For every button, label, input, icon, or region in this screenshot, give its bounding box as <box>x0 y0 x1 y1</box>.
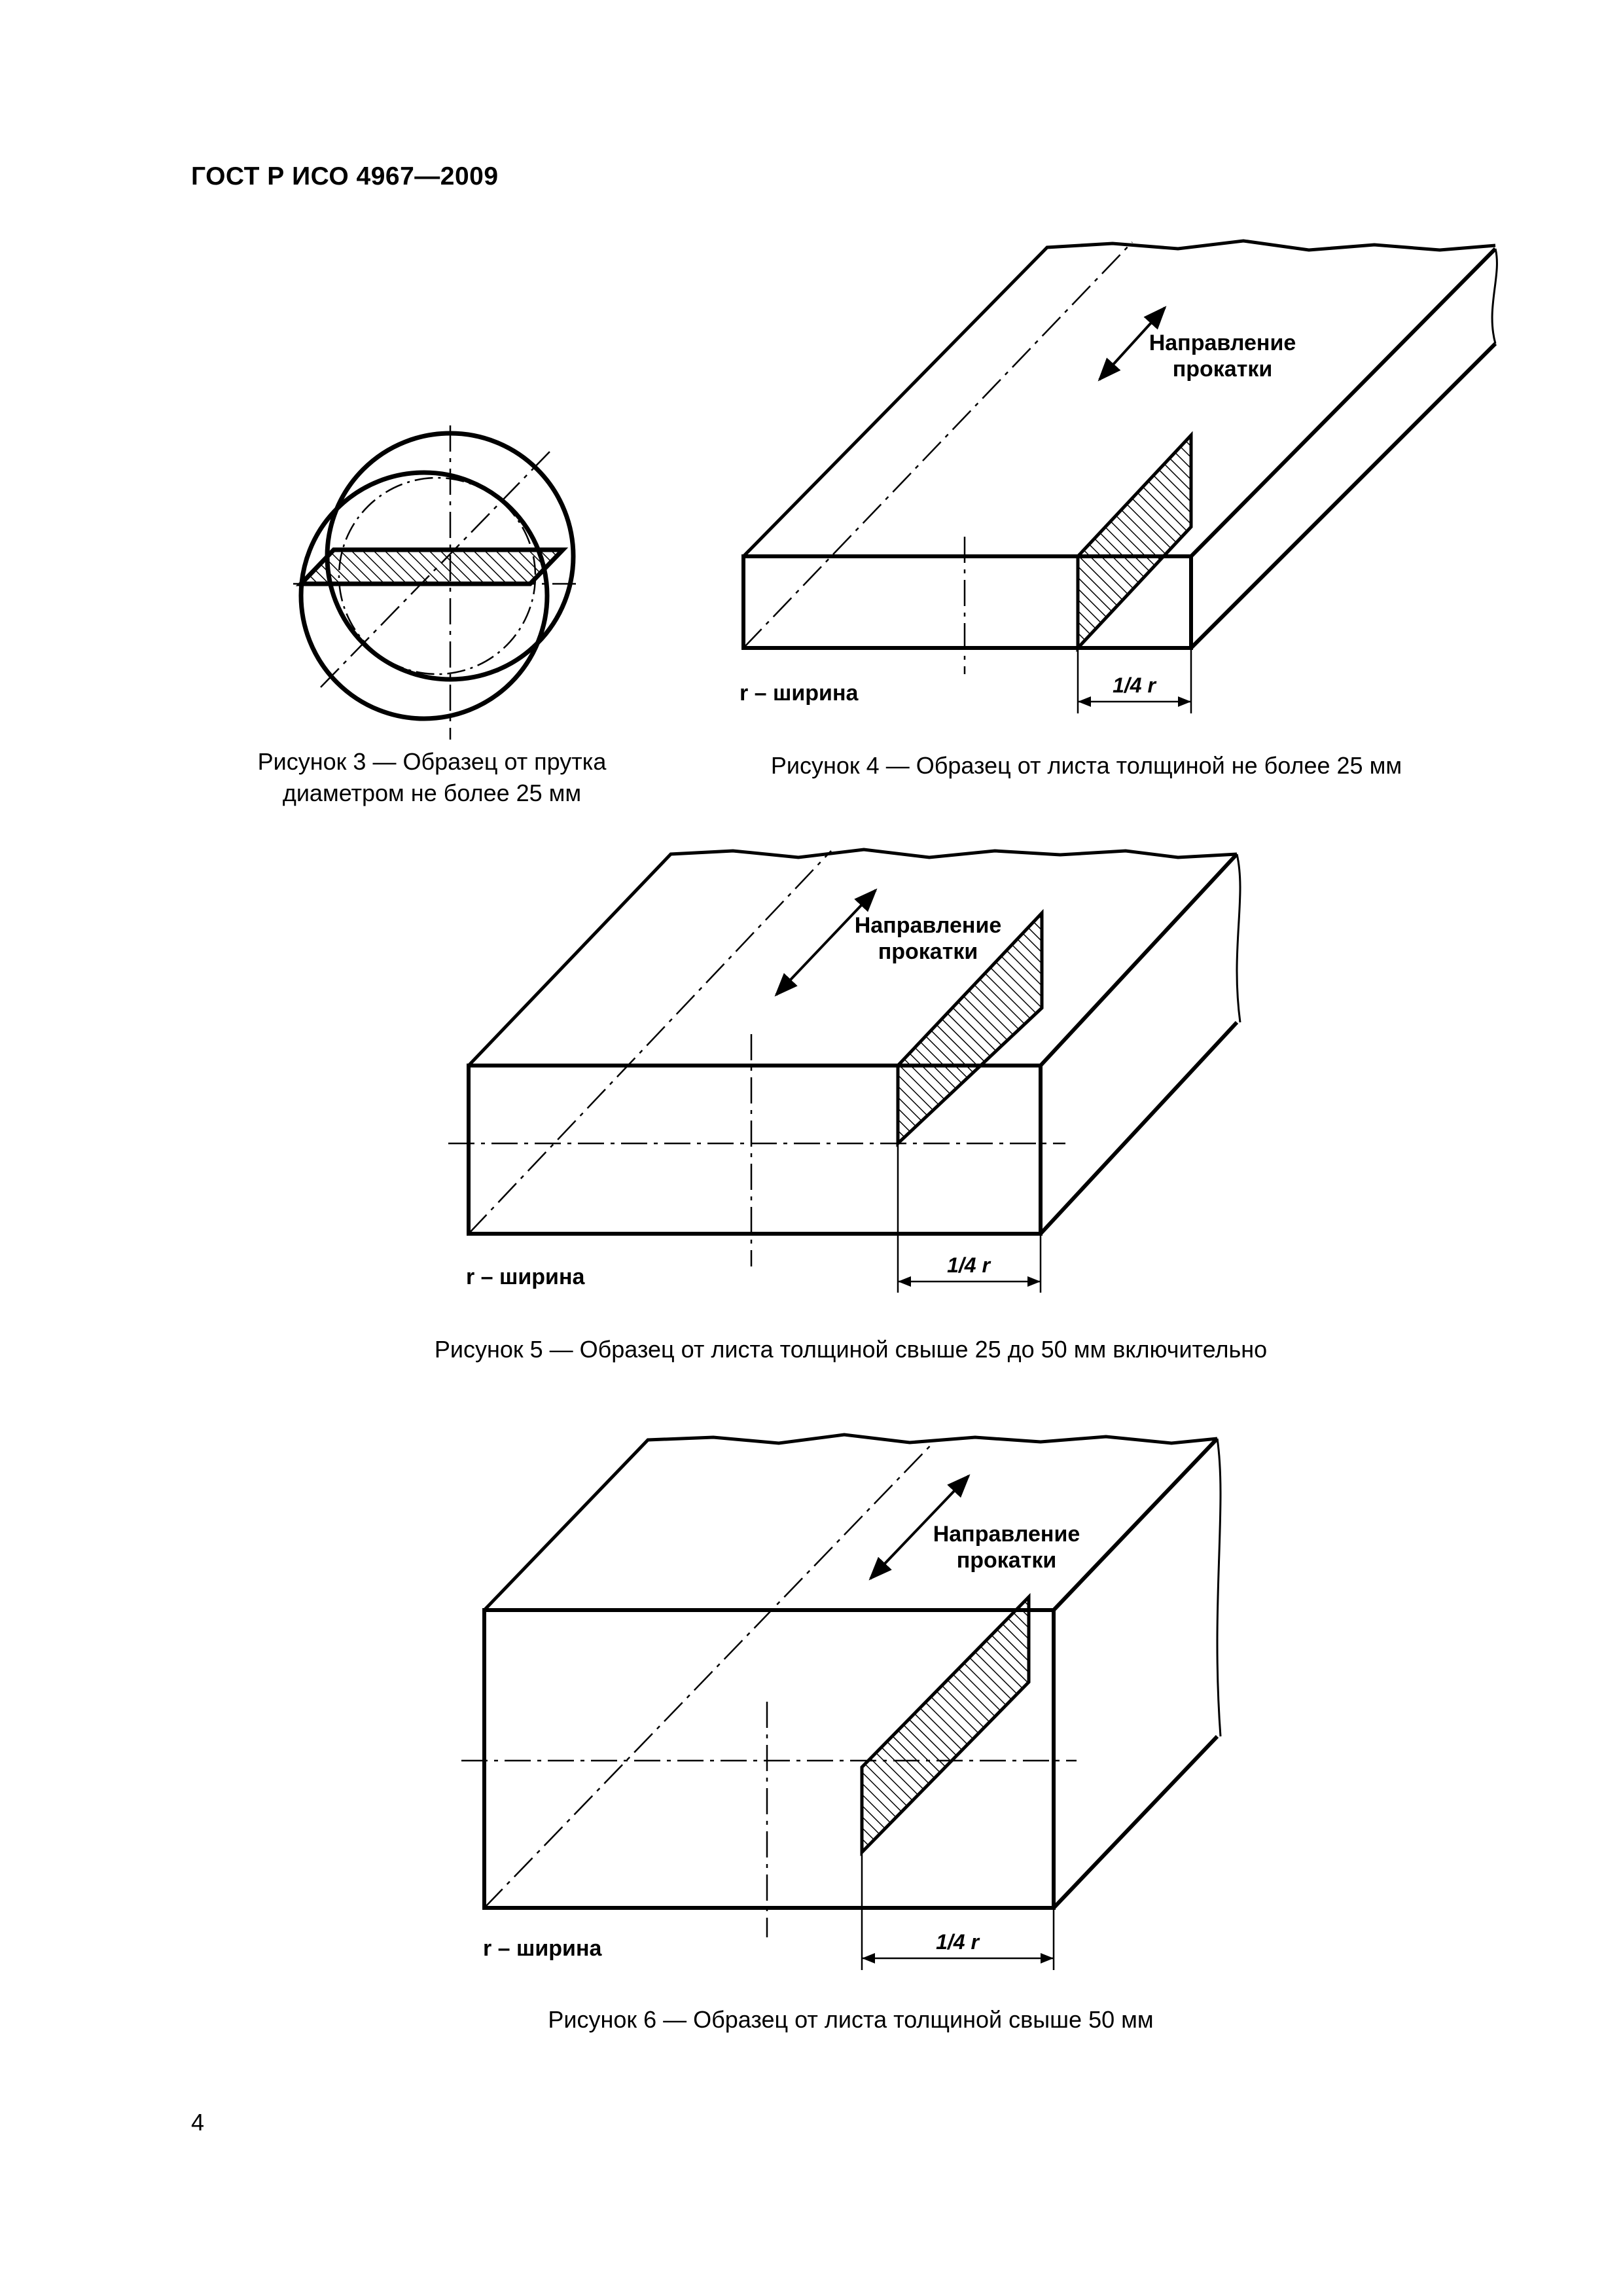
figure-3-drawing <box>293 425 576 740</box>
fig6-direction-label-1: Направление <box>933 1522 1080 1547</box>
figure-5-drawing <box>448 850 1240 1293</box>
figure-6-drawing <box>461 1435 1221 1970</box>
fig5-width-label: r – ширина <box>466 1265 585 1289</box>
figure-5-caption-line-1: Рисунок 5 — Образец от листа толщиной свыше 25 до 50 мм включительно <box>434 1336 1268 1363</box>
fig4-width-label: r – ширина <box>740 681 859 706</box>
figure-4-drawing <box>743 241 1497 713</box>
bar-specimen-hatched <box>301 550 563 584</box>
figure-3-caption-line-1: Рисунок 3 — Образец от прутка <box>257 748 607 775</box>
plate4-specimen-hatched <box>1078 435 1191 648</box>
figure-3-caption <box>216 746 648 809</box>
figure-6-caption-line-1: Рисунок 6 — Образец от листа толщиной свыше 50 мм <box>548 2006 1154 2033</box>
figure-3-caption-line-2: диаметром не более 25 мм <box>282 780 582 806</box>
fig6-quarter-width-label: 1/4 r <box>936 1930 979 1954</box>
fig5-direction-label-2: прокатки <box>878 939 978 964</box>
fig4-direction-label-2: прокатки <box>1172 357 1273 382</box>
fig6-direction-label-2: прокатки <box>956 1548 1057 1573</box>
fig4-quarter-width-label: 1/4 r <box>1113 673 1156 697</box>
fig4-direction-label-1: Направление <box>1149 331 1296 355</box>
fig5-direction-label-1: Направление <box>854 913 1002 938</box>
document-header: ГОСТ Р ИСО 4967—2009 <box>191 162 499 190</box>
plate6-specimen-hatched <box>862 1597 1029 1852</box>
fig6-width-label: r – ширина <box>483 1936 602 1961</box>
figure-4-caption-line-1: Рисунок 4 — Образец от листа толщиной не более 25 мм <box>770 752 1402 779</box>
figure-4-caption <box>740 750 1433 781</box>
fig5-quarter-width-label: 1/4 r <box>947 1253 990 1277</box>
figure-5-caption <box>380 1334 1322 1365</box>
figure-6-caption <box>510 2004 1191 2036</box>
page-number: 4 <box>191 2109 205 2136</box>
